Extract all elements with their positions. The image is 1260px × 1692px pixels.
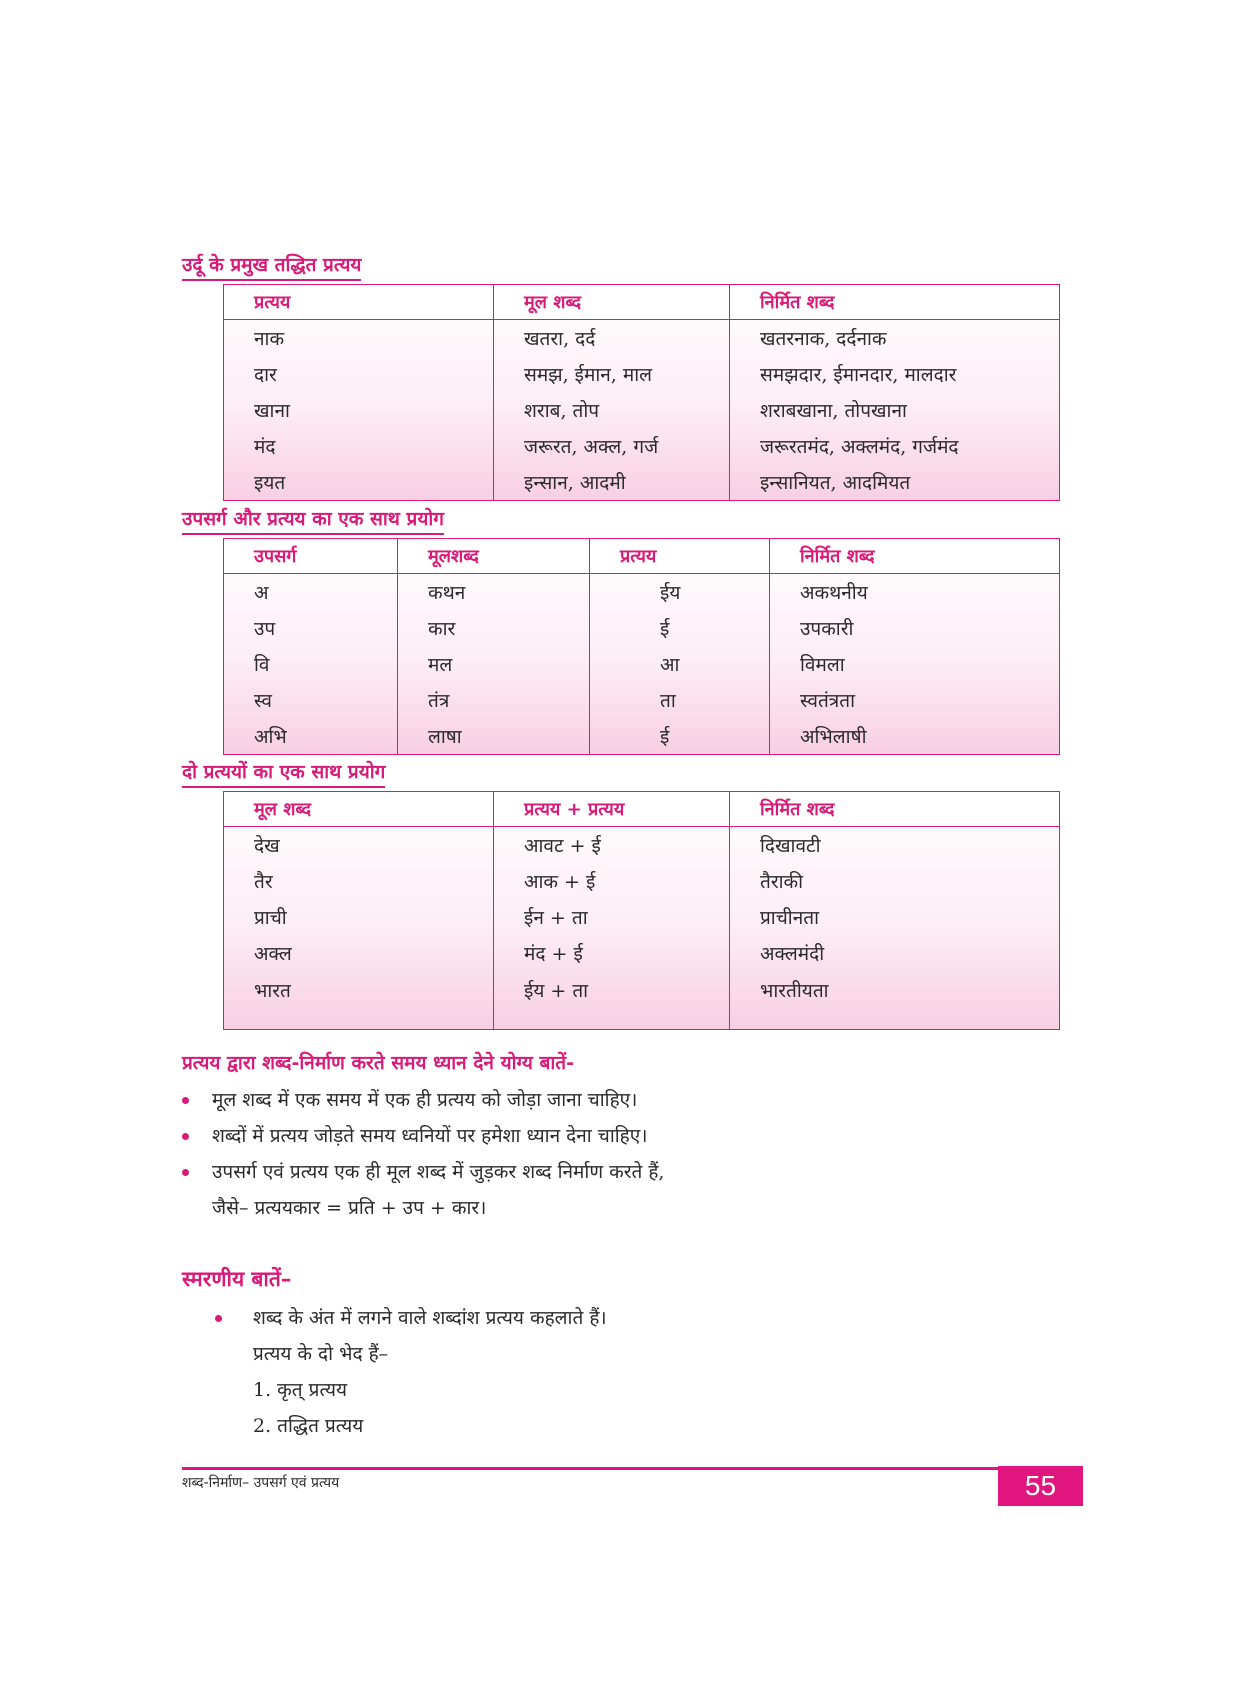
table-cell: इयत: [224, 464, 494, 501]
table-cell: देख: [224, 827, 494, 864]
table-row: [224, 610, 1060, 646]
list-item: [182, 1154, 1082, 1226]
footer-chapter-title: शब्द-निर्माण– उपसर्ग एवं प्रत्यय: [182, 1475, 340, 1491]
bullet-icon: [182, 1097, 189, 1104]
table-row: [224, 682, 1060, 718]
table-cell: जरूरतमंद, अक्लमंद, गर्जमंद: [730, 428, 1060, 464]
column-header: निर्मित शब्द: [730, 285, 1060, 320]
table-row: [224, 718, 1060, 755]
table-cell: समझदार, ईमानदार, मालदार: [730, 356, 1060, 392]
table-cell: आक + ई: [494, 863, 730, 899]
table-cell: उपकारी: [770, 610, 1060, 646]
footer-divider: [182, 1467, 1082, 1470]
table-cell: खाना: [224, 392, 494, 428]
notes-list: [182, 1082, 1082, 1226]
table-cell: तंत्र: [398, 682, 590, 718]
remember-heading: स्मरणीय बातें–: [182, 1267, 292, 1291]
table-row: [224, 899, 1060, 935]
column-header: निर्मित शब्द: [770, 539, 1060, 574]
note-text: शब्दों में प्रत्यय जोड़ते समय ध्वनियों पर हमेशा ध्यान देना चाहिए।: [212, 1125, 648, 1147]
table-cell: अ: [224, 574, 398, 611]
column-header: प्रत्यय: [590, 539, 770, 574]
table-cell: ई: [590, 610, 770, 646]
table-cell: जरूरत, अक्ल, गर्ज: [494, 428, 730, 464]
table-cell: कार: [398, 610, 590, 646]
urdu-suffix-table: [223, 284, 1060, 501]
list-item: [182, 1082, 1082, 1118]
suffix-type-2: 2. तद्धित प्रत्यय: [253, 1415, 364, 1437]
column-header: प्रत्यय: [224, 285, 494, 320]
list-item: [215, 1300, 1075, 1444]
suffix-type-1: 1. कृत् प्रत्यय: [253, 1379, 347, 1401]
table-cell: उप: [224, 610, 398, 646]
section-heading-two-suffixes: दो प्रत्ययों का एक साथ प्रयोग: [182, 759, 385, 788]
table-cell: अक्ल: [224, 935, 494, 971]
table-row: [224, 392, 1060, 428]
table-cell: लाषा: [398, 718, 590, 755]
example-text: जैसे– प्रत्ययकार = प्रति + उप + कार।: [212, 1197, 487, 1219]
table-row: [224, 356, 1060, 392]
table-row: [224, 464, 1060, 501]
table-cell: खतरनाक, दर्दनाक: [730, 320, 1060, 357]
note-text: मूल शब्द में एक समय में एक ही प्रत्यय को जोड़ा जाना चाहिए।: [212, 1089, 638, 1111]
bullet-icon: [215, 1315, 222, 1322]
table-cell: ई: [590, 718, 770, 755]
table-cell: समझ, ईमान, माल: [494, 356, 730, 392]
table-cell: इन्सानियत, आदमियत: [730, 464, 1060, 501]
table-cell: तैराकी: [730, 863, 1060, 899]
notes-heading: प्रत्यय द्वारा शब्द-निर्माण करते समय ध्यान देने योग्य बातें-: [182, 1052, 574, 1074]
note-text: उपसर्ग एवं प्रत्यय एक ही मूल शब्द में जुड़कर शब्द निर्माण करते हैं,: [212, 1161, 665, 1183]
table-row: [224, 428, 1060, 464]
table-cell: शराबखाना, तोपखाना: [730, 392, 1060, 428]
table-row: [224, 574, 1060, 611]
table-cell: ईय + ता: [494, 971, 730, 1030]
table-cell: शराब, तोप: [494, 392, 730, 428]
table-cell: स्व: [224, 682, 398, 718]
table-cell: भारतीयता: [730, 971, 1060, 1030]
table-cell: मंद + ई: [494, 935, 730, 971]
column-header: उपसर्ग: [224, 539, 398, 574]
page-number: 55: [998, 1466, 1083, 1506]
table-cell: भारत: [224, 971, 494, 1030]
column-header: मूलशब्द: [398, 539, 590, 574]
list-item: [182, 1118, 1082, 1154]
table-cell: विमला: [770, 646, 1060, 682]
table-cell: तैर: [224, 863, 494, 899]
table-cell: कथन: [398, 574, 590, 611]
table-cell: नाक: [224, 320, 494, 357]
column-header: मूल शब्द: [494, 285, 730, 320]
table-header-row: [224, 792, 1060, 827]
table-row: [224, 320, 1060, 357]
table-cell: आ: [590, 646, 770, 682]
remember-subtext: प्रत्यय के दो भेद हैं–: [253, 1343, 389, 1365]
remember-text: शब्द के अंत में लगने वाले शब्दांश प्रत्यय कहलाते हैं।: [253, 1307, 607, 1329]
table-cell: खतरा, दर्द: [494, 320, 730, 357]
table-cell: अक्लमंदी: [730, 935, 1060, 971]
table-header-row: [224, 539, 1060, 574]
table-cell: आवट + ई: [494, 827, 730, 864]
table-row: [224, 827, 1060, 864]
table-cell: मंद: [224, 428, 494, 464]
column-header: मूल शब्द: [224, 792, 494, 827]
column-header: निर्मित शब्द: [730, 792, 1060, 827]
table-cell: ईन + ता: [494, 899, 730, 935]
table-cell: अभिलाषी: [770, 718, 1060, 755]
bullet-icon: [182, 1133, 189, 1140]
table-cell: दार: [224, 356, 494, 392]
table-cell: अकथनीय: [770, 574, 1060, 611]
table-row: [224, 935, 1060, 971]
table-cell: ईय: [590, 574, 770, 611]
table-cell: स्वतंत्रता: [770, 682, 1060, 718]
table-cell: अभि: [224, 718, 398, 755]
section-heading-urdu-suffixes: उर्दू के प्रमुख तद्धित प्रत्यय: [182, 252, 361, 281]
table-row: [224, 971, 1060, 1030]
table-header-row: [224, 285, 1060, 320]
table-cell: वि: [224, 646, 398, 682]
table-cell: ता: [590, 682, 770, 718]
column-header: प्रत्यय + प्रत्यय: [494, 792, 730, 827]
table-row: [224, 646, 1060, 682]
prefix-suffix-table: [223, 538, 1060, 755]
table-cell: दिखावटी: [730, 827, 1060, 864]
table-cell: प्राचीनता: [730, 899, 1060, 935]
bullet-icon: [182, 1169, 189, 1176]
table-cell: इन्सान, आदमी: [494, 464, 730, 501]
table-cell: मल: [398, 646, 590, 682]
table-row: [224, 863, 1060, 899]
table-cell: प्राची: [224, 899, 494, 935]
remember-list: [215, 1300, 1075, 1444]
section-heading-prefix-suffix: उपसर्ग और प्रत्यय का एक साथ प्रयोग: [182, 506, 444, 535]
two-suffix-table: [223, 791, 1060, 1030]
